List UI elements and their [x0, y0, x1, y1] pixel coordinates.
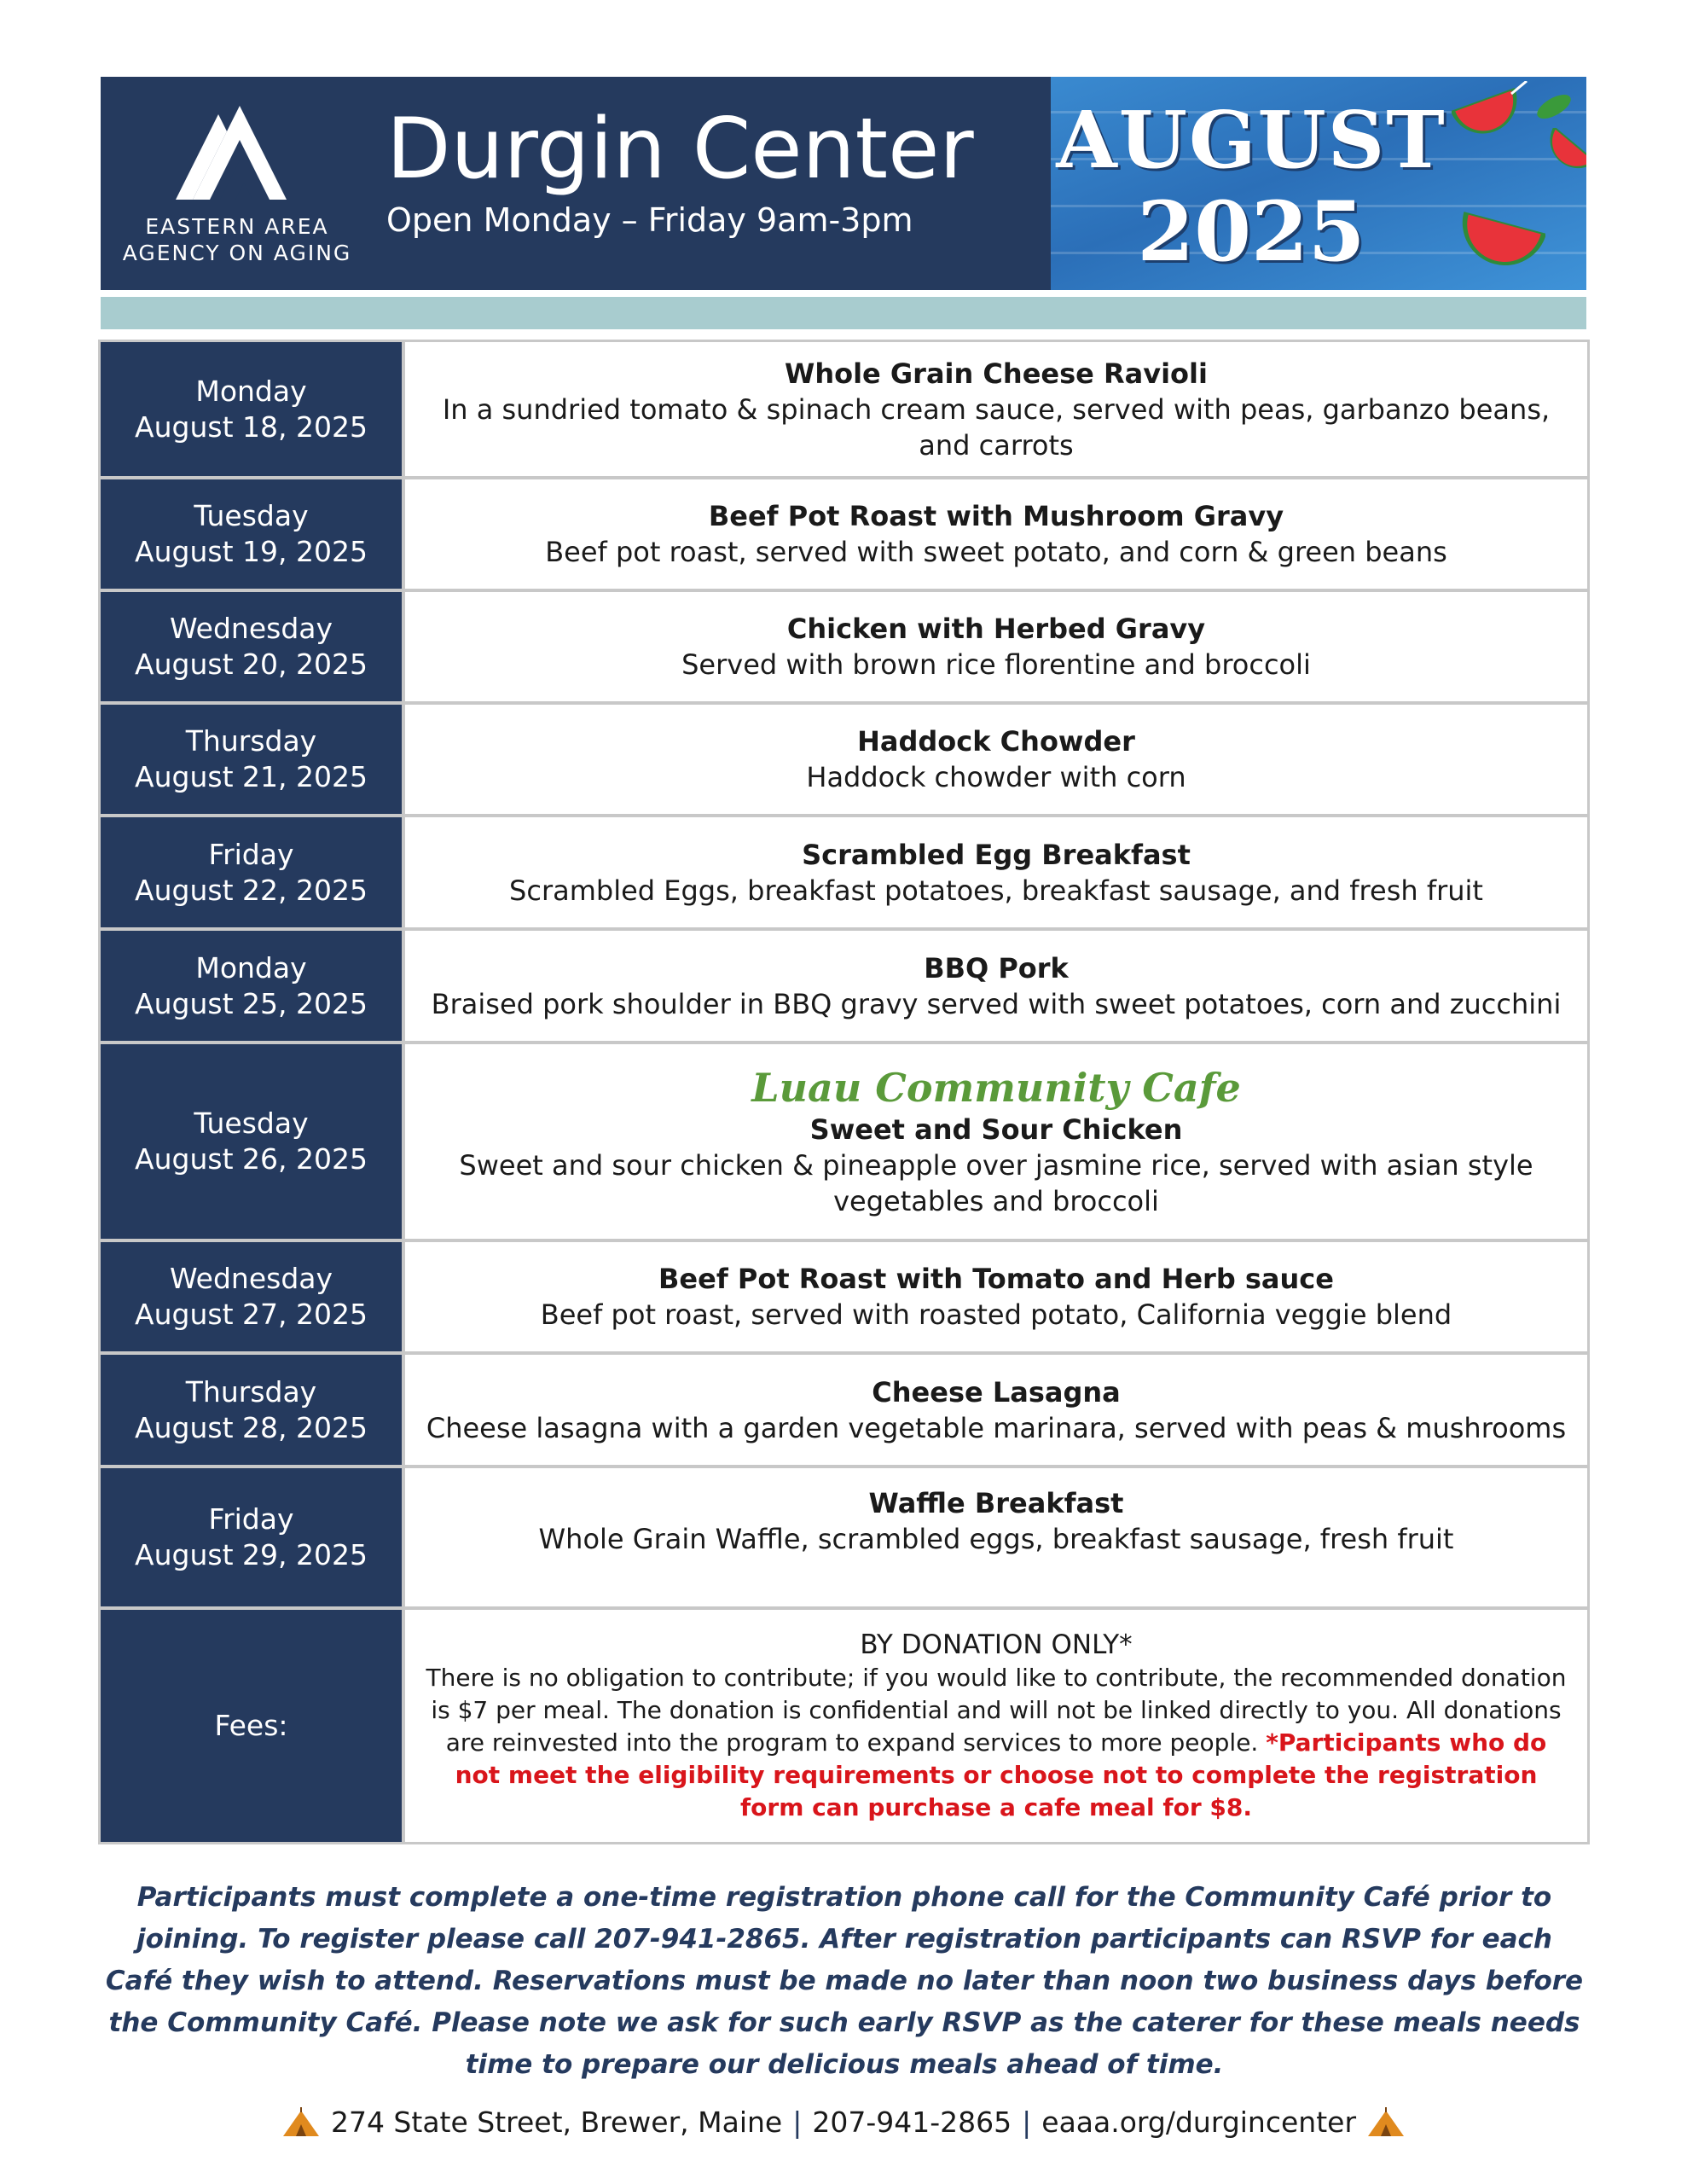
table-row [101, 705, 1587, 817]
meal-description: Whole Grain Waffle, scrambled eggs, breakfast sausage, fresh fruit [538, 1523, 1454, 1555]
meal-cell [405, 705, 1587, 814]
meal-description: Beef pot roast, served with sweet potato, and corn & green beans [545, 536, 1447, 568]
registration-notice: Participants must complete a one-time registration phone call for the Community Café prior to joining. To register please call 207-941-2865. After registration participants can RSVP for each Café they wish to attend. Reservations must be made no later than noon two business days before the Community Café. Please note we ask for such early RSVP as the caterer for these meals needs time to prepare our delicious meals ahead of time. [105, 1882, 1584, 2080]
day-cell [101, 592, 405, 701]
watermelon-icon [1452, 81, 1528, 158]
meal-title: Chicken with Herbed Gravy [786, 613, 1206, 645]
meal-cell [405, 931, 1587, 1041]
meal-title: Sweet and Sour Chicken [809, 1113, 1183, 1146]
table-row [101, 592, 1587, 705]
date: August 22, 2025 [135, 873, 368, 907]
footer-separator: | [792, 2106, 803, 2139]
fees-title: BY DONATION ONLY* [860, 1629, 1133, 1660]
fees-warning: *Participants who do not meet the eligibility requirements or choose not to complete the registration form can purchase a cafe meal for $8. [455, 1728, 1547, 1821]
meal-cell [405, 342, 1587, 476]
table-row [101, 342, 1587, 479]
footer-phone: 207-941-2865 [812, 2106, 1012, 2139]
meal-cell [405, 479, 1587, 589]
header-divider [101, 297, 1586, 329]
meal-cell [405, 1355, 1587, 1465]
meal-title: Beef Pot Roast with Tomato and Herb sauce [658, 1263, 1334, 1295]
meal-cell [405, 1044, 1587, 1239]
fees-cell [405, 1610, 1587, 1842]
meal-description: Scrambled Eggs, breakfast potatoes, breakfast sausage, and fresh fruit [509, 874, 1483, 907]
weekday: Thursday [185, 724, 317, 758]
table-row [101, 1044, 1587, 1242]
fees-label: Fees: [214, 1709, 288, 1742]
table-row [101, 1468, 1587, 1610]
date: August 29, 2025 [135, 1538, 368, 1571]
table-row [101, 479, 1587, 592]
watermelon-icon [1452, 205, 1545, 290]
weekday: Tuesday [194, 499, 309, 532]
fees-row [101, 1610, 1587, 1842]
tent-icon [281, 2107, 321, 2138]
weekday: Monday [195, 374, 307, 408]
date: August 28, 2025 [135, 1410, 368, 1444]
day-cell [101, 1044, 405, 1239]
weekday: Wednesday [169, 612, 333, 645]
org-name-line1: EASTERN AREA [145, 214, 329, 239]
day-cell [101, 1468, 405, 1606]
tent-icon [1366, 2107, 1406, 2138]
event-title: Luau Community Cafe [751, 1065, 1241, 1111]
meal-title: Haddock Chowder [857, 725, 1135, 758]
table-row [101, 817, 1587, 931]
date: August 19, 2025 [135, 535, 368, 568]
day-cell [101, 931, 405, 1041]
fees-text: There is no obligation to contribute; if you would like to contribute, the recommended donation is $7 per meal. The donation is confidential and will not be linked directly to you. All donations are reinvested into the program to expand services to more people. [426, 1664, 1567, 1757]
weekday: Monday [195, 950, 307, 985]
footer-separator: | [1022, 2106, 1032, 2139]
meal-description: Cheese lasagna with a garden vegetable marinara, served with peas & mushrooms [426, 1411, 1567, 1444]
year-label: 2025 [1137, 183, 1365, 280]
meal-description: Haddock chowder with corn [806, 761, 1186, 793]
month-label: AUGUST [1056, 94, 1446, 186]
footer-address: 274 State Street, Brewer, Maine [330, 2106, 783, 2139]
date: August 21, 2025 [135, 760, 368, 793]
date: August 18, 2025 [135, 410, 368, 444]
weekday: Thursday [185, 1374, 317, 1409]
meal-description: In a sundried tomato & spinach cream sauce, served with peas, garbanzo beans, and carrots [442, 392, 1551, 462]
weekday: Tuesday [194, 1107, 309, 1140]
org-name-line2: AGENCY ON AGING [122, 241, 352, 265]
meal-cell [405, 1468, 1587, 1606]
meal-description: Served with brown rice florentine and broccoli [681, 648, 1311, 681]
table-row [101, 1355, 1587, 1468]
meal-title: Scrambled Egg Breakfast [802, 838, 1191, 871]
weekday: Wednesday [169, 1262, 333, 1295]
meal-title: Cheese Lasagna [872, 1375, 1121, 1409]
logo [101, 77, 374, 290]
header-banner [101, 77, 1586, 290]
weekday: Friday [208, 837, 294, 871]
date: August 26, 2025 [135, 1142, 368, 1176]
hours-text: Open Monday – Friday 9am-3pm [386, 201, 913, 239]
leaf-icon [1528, 85, 1580, 128]
table-row [101, 1242, 1587, 1355]
date: August 27, 2025 [135, 1298, 368, 1331]
eaaa-logo-icon [176, 99, 304, 206]
meal-title: BBQ Pork [924, 951, 1069, 985]
day-cell [101, 1355, 405, 1465]
fees-description [422, 1662, 1570, 1824]
meal-title: Waffle Breakfast [868, 1487, 1124, 1519]
meal-cell [405, 592, 1587, 701]
watermelon-icon [1524, 128, 1586, 205]
meal-cell [405, 817, 1587, 927]
footer [0, 2106, 1687, 2139]
meal-cell [405, 1242, 1587, 1351]
meal-description: Sweet and sour chicken & pineapple over jasmine rice, served with asian style vegetables and broccoli [459, 1149, 1533, 1217]
meal-description: Braised pork shoulder in BBQ gravy served with sweet potatoes, corn and zucchini [431, 987, 1562, 1020]
meal-description: Beef pot roast, served with roasted potato, California veggie blend [540, 1298, 1452, 1331]
menu-table [98, 340, 1590, 1844]
day-cell [101, 479, 405, 589]
day-cell [101, 817, 405, 927]
date: August 20, 2025 [135, 648, 368, 681]
day-cell [101, 342, 405, 476]
date: August 25, 2025 [135, 986, 368, 1020]
meal-title: Beef Pot Roast with Mushroom Gravy [708, 500, 1284, 532]
day-cell [101, 705, 405, 814]
fees-label-cell [101, 1610, 405, 1842]
table-row [101, 931, 1587, 1044]
footer-website[interactable]: eaaa.org/durgincenter [1041, 2106, 1357, 2139]
page-title: Durgin Center [386, 101, 974, 198]
day-cell [101, 1242, 405, 1351]
meal-title: Whole Grain Cheese Ravioli [785, 357, 1208, 390]
weekday: Friday [208, 1502, 294, 1536]
month-badge [1051, 77, 1586, 290]
